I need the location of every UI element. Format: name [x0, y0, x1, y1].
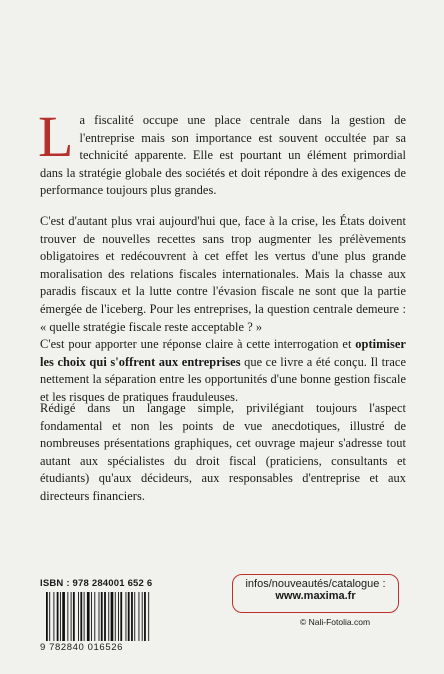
paragraph-audience-text: Rédigé dans un langage simple, privilégiant toujours l'aspect fondamental et non les points de vue anecdotiques, illustré de nombreuses présentations graphiques, cet ouvrage majeur s'adresse tout autant aux spécialistes du droit fiscal (praticiens, consultants et étudiants) qu'aux décideurs, aux responsables d'entreprise et aux directeurs financiers.	[40, 401, 406, 503]
barcode-bars	[46, 592, 160, 641]
website-link[interactable]: www.maxima.fr	[275, 590, 356, 602]
purpose-text-start: C'est pour apporter une réponse claire à cette interrogation et	[40, 337, 356, 352]
info-box-label: infos/nouveautés/catalogue :	[245, 578, 386, 590]
paragraph-audience	[40, 400, 406, 506]
barcode	[40, 592, 162, 652]
paragraph-intro	[38, 104, 406, 200]
barcode-number: 9 782840 016526	[40, 642, 123, 653]
paragraph-purpose	[40, 336, 406, 406]
isbn-label: ISBN : 978 284001 652 6	[40, 578, 153, 589]
purpose-text-bold: optimiser les choix qui s'offrent aux entreprises	[40, 337, 406, 369]
website-info-box	[232, 574, 399, 613]
paragraph-intro-text: a fiscalité occupe une place centrale dans la gestion de l'entreprise mais son importance est souvent occultée par sa technicité apparente. Elle est pourtant un élément primordial dans la stratégie globale des sociétés et doit répondre à des exigences de performance toujours plus grandes.	[40, 113, 406, 198]
purpose-text-end: que ce livre a été conçu. Il trace nettement la séparation entre les opportunités d'une bonne gestion fiscale et les risques de pratiques frauduleuses.	[40, 354, 406, 404]
paragraph-context	[40, 213, 406, 407]
paragraph-context-text: C'est d'autant plus vrai aujourd'hui que, face à la crise, les États doivent trouver de nouvelles recettes sans trop augmenter les prélèvements obligatoires et redécouvrent à cet effet les vertus d'une plus grande moralisation des relations fiscales internationales. Mais la chasse aux paradis fiscaux et la lutte contre l'évasion fiscale ne sont que la partie émergée de l'iceberg. Pour les entreprises, la question centrale demeure : « quelle stratégie fiscale reste acceptable ? »	[40, 214, 406, 334]
photo-credit: © Nali-Fotolia.com	[300, 617, 371, 627]
drop-cap: L	[38, 104, 74, 169]
